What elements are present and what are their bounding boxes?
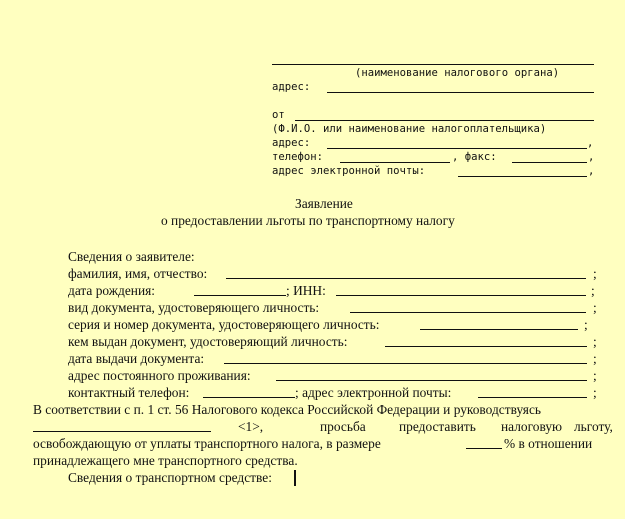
document-title: Заявление [295,196,353,211]
residence-label: адрес постоянного проживания: [68,368,251,383]
payer-name-hint: (Ф.И.О. или наименование налогоплательщика) [272,123,547,135]
authority-name-line[interactable] [272,64,594,65]
legal-basis-line[interactable] [33,431,211,432]
fio-line[interactable] [226,278,586,279]
issued-by-label: кем выдан документ, удостоверяющий личность: [68,334,348,349]
body-line-4: принадлежащего мне транспортного средства. [33,453,298,468]
applicant-heading: Сведения о заявителе: [68,249,195,264]
payer-address-line[interactable] [327,148,587,149]
phone-line[interactable] [340,162,450,163]
body-line-1: В соответствии с п. 1 ст. 56 Налогового кодекса Российской Федерации и руководствуясь [33,402,542,417]
payer-address-label: адрес: [272,137,311,149]
text-cursor [294,470,296,486]
authority-address-label: адрес: [272,81,311,93]
doc-type-label: вид документа, удостоверяющего личность: [68,300,320,315]
body-line-2b: просьба [320,419,366,434]
payer-address-end: , [587,137,594,149]
authority-address-line[interactable] [327,92,594,93]
email-label: адрес электронной почты: [272,165,426,177]
contact-phone-line[interactable] [203,397,295,398]
body-line-2a: <1>, [238,419,264,434]
inn-line[interactable] [336,295,586,296]
fax-end: , [588,151,595,163]
contact-phone-label: контактный телефон: [68,385,190,400]
document-subtitle: о предоставлении льготы по транспортному налогу [161,213,455,228]
phone-label: телефон: [272,151,324,163]
fio-label: фамилия, имя, отчество: [68,266,208,281]
contact-email-end: ; [593,385,597,400]
fio-end: ; [593,266,597,281]
body-line-2c: предоставить [399,419,476,434]
email-end: , [588,165,595,177]
percent-line[interactable] [466,448,502,449]
fax-label: , факс: [452,151,497,163]
email-line[interactable] [458,176,587,177]
doc-number-end: ; [584,317,588,332]
inn-label: ; ИНН: [286,283,326,298]
issue-date-end: ; [593,351,597,366]
fax-line[interactable] [512,162,587,163]
authority-name-hint: (наименование налогового органа) [355,67,560,79]
issued-by-end: ; [593,334,597,349]
residence-line[interactable] [276,380,587,381]
vehicle-heading: Сведения о транспортном средстве: [68,470,272,485]
doc-number-label: серия и номер документа, удостоверяющего личность: [68,317,380,332]
issue-date-line[interactable] [224,363,587,364]
issue-date-label: дата выдачи документа: [68,351,205,366]
issued-by-line[interactable] [385,346,587,347]
contact-email-line[interactable] [478,397,587,398]
birth-date-line[interactable] [194,295,286,296]
contact-email-label: ; адрес электронной почты: [295,385,452,400]
body-line-3a: освобождающую от уплаты транспортного налога, в размере [33,436,381,451]
body-line-2e: льготу, [574,419,613,434]
doc-number-line[interactable] [420,329,578,330]
birth-date-label: дата рождения: [68,283,155,298]
doc-type-line[interactable] [350,312,586,313]
from-line[interactable] [295,120,594,121]
residence-end: ; [593,368,597,383]
from-label: от [272,109,285,121]
inn-end: ; [591,283,595,298]
body-line-2d: налоговую [501,419,563,434]
doc-type-end: ; [593,300,597,315]
body-line-3b: % в отношении [504,436,593,451]
